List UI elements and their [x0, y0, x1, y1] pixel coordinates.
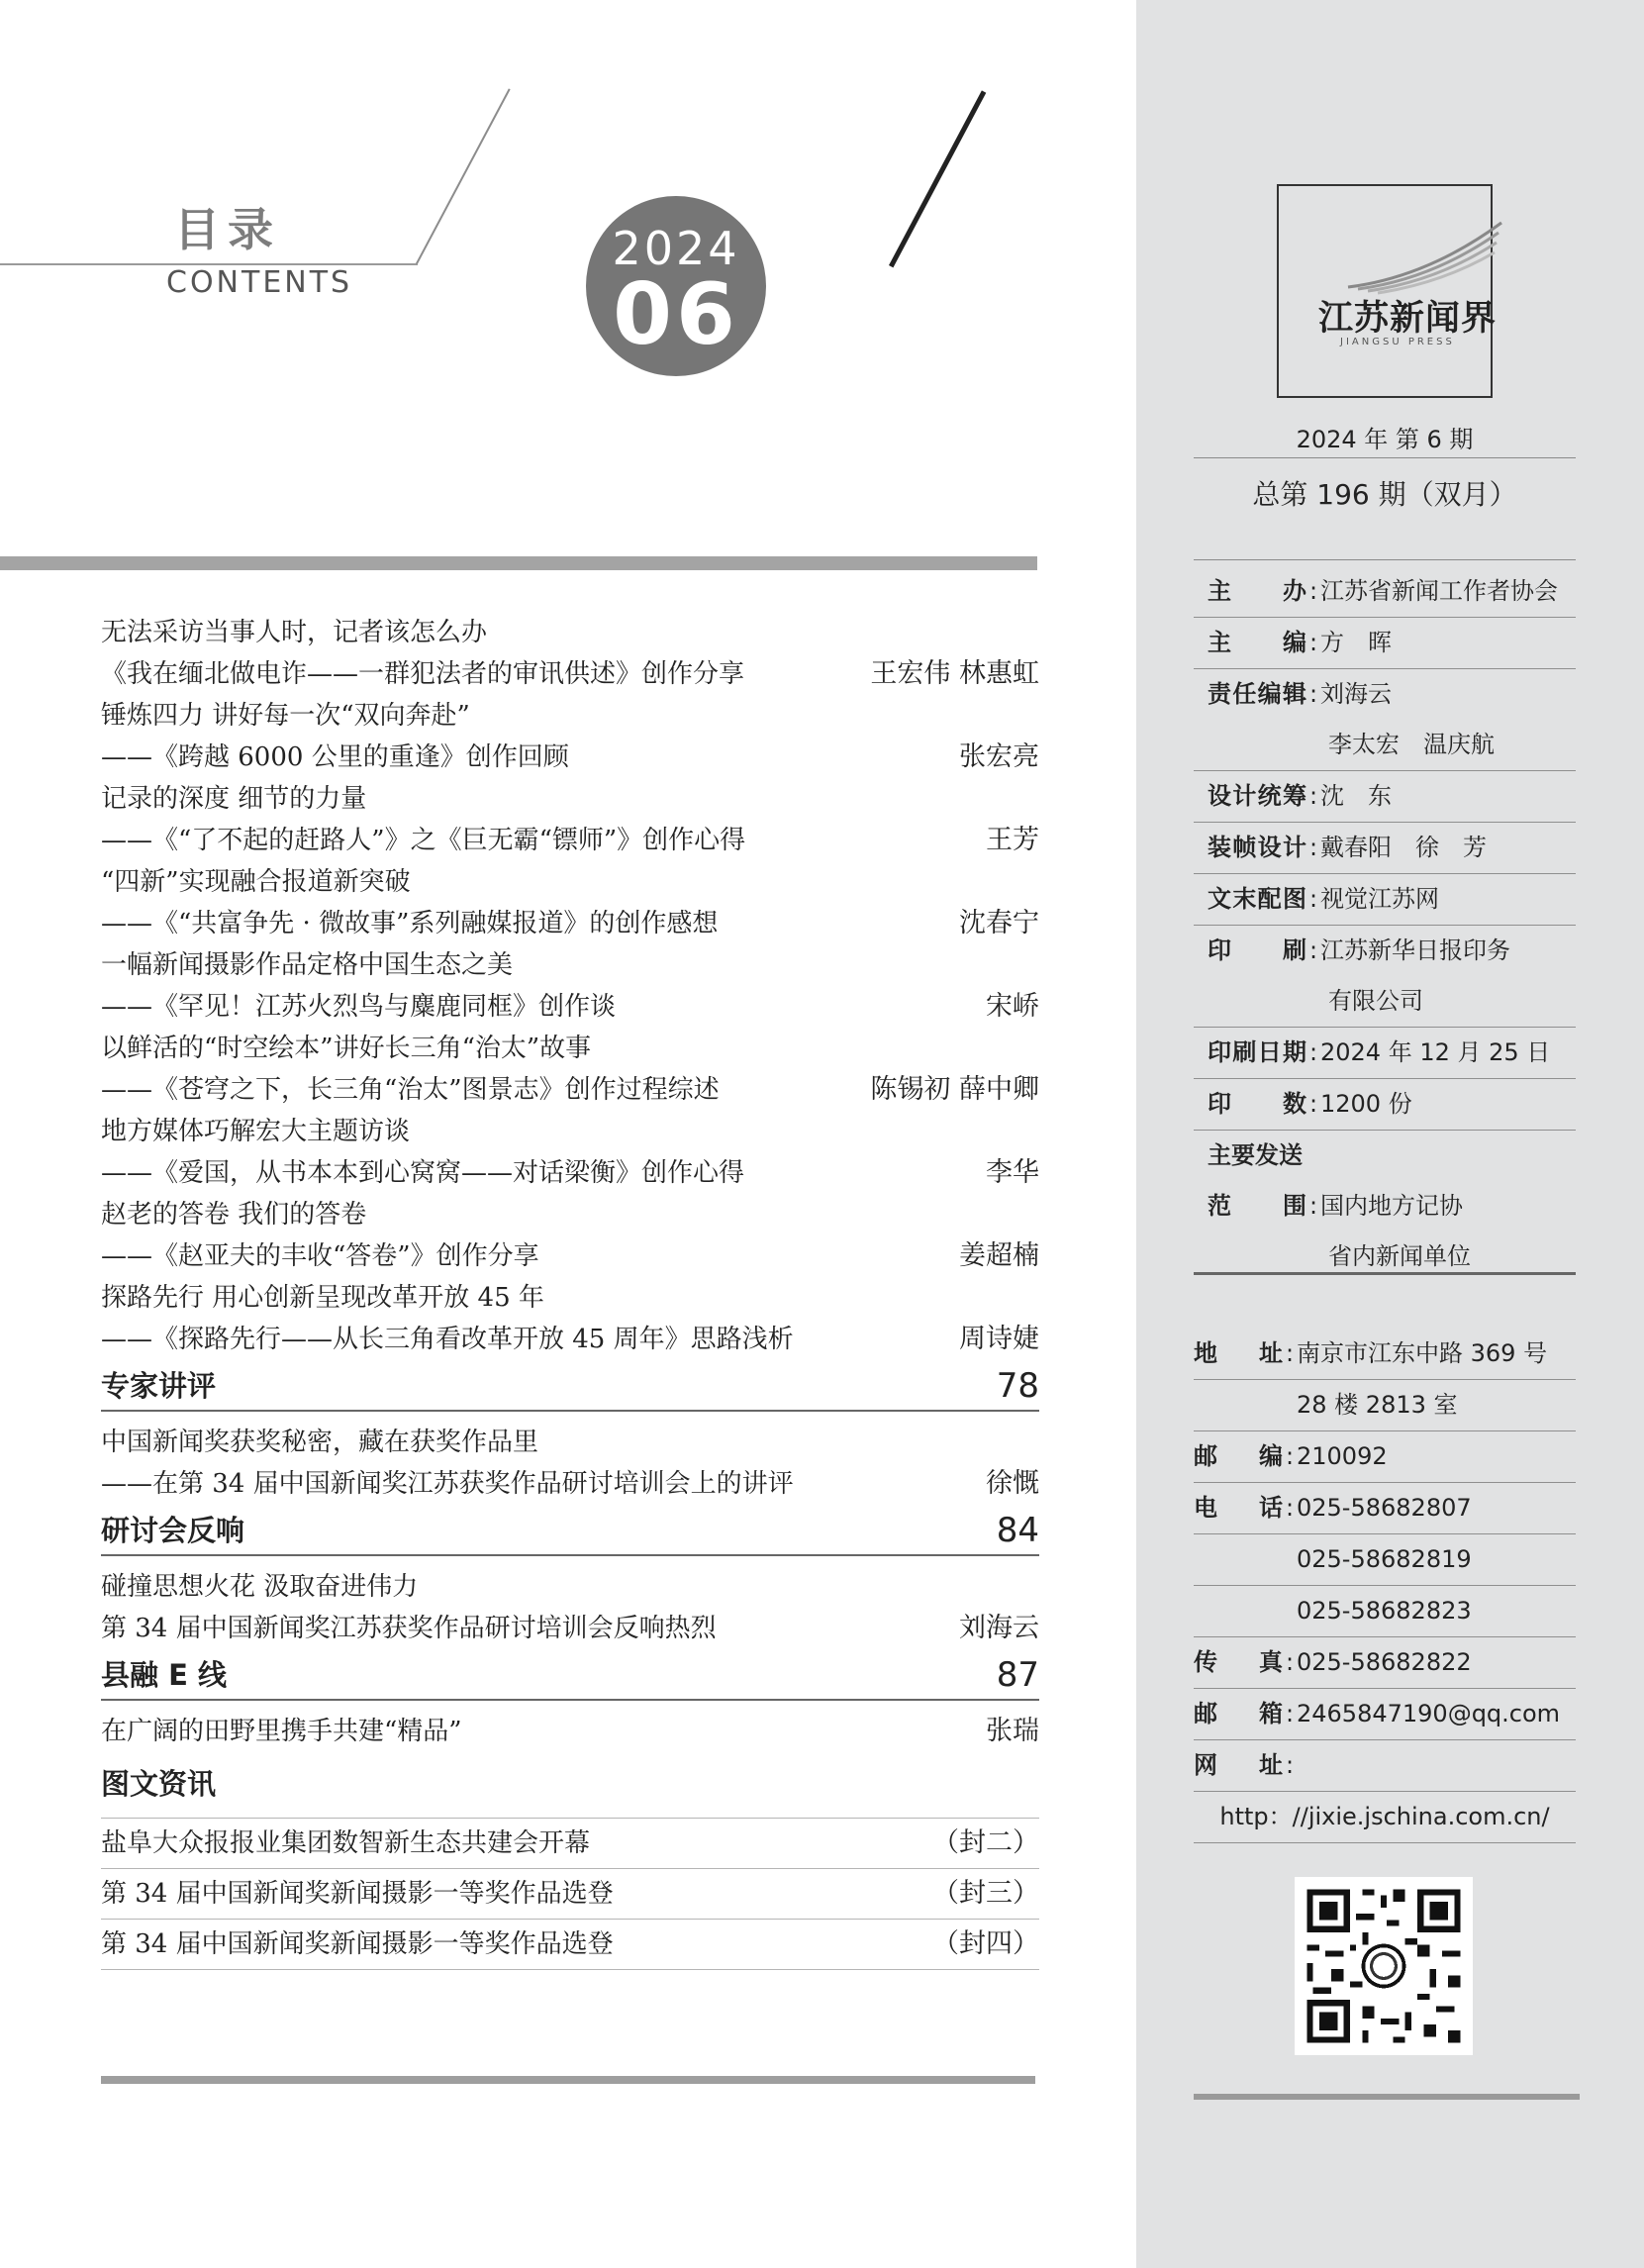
article-author: 姜超楠	[959, 1240, 1039, 1271]
article-author: 王芳	[986, 825, 1039, 855]
article-title: 锤炼四力 讲好每一次“双向奔赴”	[101, 701, 470, 731]
toc-article[interactable]	[101, 612, 1039, 695]
website-link[interactable]: http：//jixie.jschina.com.cn/	[1194, 1792, 1576, 1843]
header-diagonal-line	[416, 88, 511, 264]
section-heading	[101, 1651, 1039, 1701]
section-page: 78	[996, 1366, 1039, 1406]
article-author: 刘海云	[959, 1613, 1039, 1643]
photo-news-text: 第 34 届中国新闻奖新闻摄影一等奖作品选登	[101, 1879, 614, 1909]
editor-row: 主编 : 方 晖	[1194, 618, 1576, 669]
page-subtitle: CONTENTS	[166, 265, 353, 300]
issue-number: 06	[613, 265, 739, 364]
page-title: 目录	[174, 203, 281, 256]
contact-info	[1194, 1329, 1576, 1843]
section-page: 84	[996, 1511, 1039, 1550]
article-author: 陈锡初 薛中卿	[870, 1074, 1039, 1105]
article-title: 赵老的答卷 我们的答卷	[101, 1200, 367, 1230]
section-page: 87	[996, 1655, 1039, 1695]
section-heading	[101, 1362, 1039, 1412]
photo-news-item[interactable]	[101, 1818, 1039, 1869]
masthead-rule	[1194, 1272, 1576, 1275]
issue-year: 2024	[612, 222, 740, 275]
logo-wing-icon	[1338, 218, 1506, 297]
article-subtitle: ——《探路先行——从长三角看改革开放 45 周年》思路浅析	[101, 1325, 794, 1354]
address-row-2: 28 楼 2813 室	[1194, 1380, 1576, 1431]
photo-news-item[interactable]	[101, 1869, 1039, 1920]
article-subtitle: ——《跨越 6000 公里的重逢》创作回顾	[101, 742, 569, 772]
email-row: 邮箱 : 2465847190@qq.com	[1194, 1689, 1576, 1740]
design-row: 设计统筹 : 沈 东	[1194, 771, 1576, 823]
magazine-logo-subtext: JIANGSU PRESS	[1340, 337, 1455, 347]
issue-badge	[586, 196, 766, 376]
article-title: 记录的深度 细节的力量	[101, 784, 367, 814]
binding-row: 装帧设计 : 戴春阳 徐 芳	[1194, 823, 1576, 874]
article-title: “四新”实现融合报道新突破	[101, 867, 411, 897]
article-title: 碰撞思想火花 汲取奋进伟力	[101, 1572, 419, 1602]
photo-news-text: 第 34 届中国新闻奖新闻摄影一等奖作品选登	[101, 1929, 614, 1959]
section-heading	[101, 1507, 1039, 1556]
section-heading	[101, 1760, 1039, 1808]
toc-article[interactable]	[101, 695, 1039, 778]
issue-line: 2024 年 第 6 期	[1296, 426, 1474, 453]
photo-news-page: （封四）	[932, 1928, 1039, 1959]
article-author: 周诗婕	[959, 1324, 1039, 1354]
distribution-row-2: 省内新闻单位	[1328, 1242, 1471, 1270]
toc-top-bar	[0, 556, 1037, 570]
phone-row-2: 025-58682819	[1194, 1534, 1576, 1586]
address-row: 地址 : 南京市江东中路 369 号	[1194, 1329, 1576, 1380]
images-row: 文末配图 : 视觉江苏网	[1194, 874, 1576, 926]
phone-row-3: 025-58682823	[1194, 1586, 1576, 1637]
email-link[interactable]: 2465847190@qq.com	[1297, 1700, 1561, 1727]
masthead-rule	[1194, 559, 1576, 560]
copies-row: 印数 : 1200 份	[1194, 1079, 1576, 1131]
article-subtitle: ——《赵亚夫的丰收“答卷”》创作分享	[101, 1241, 539, 1271]
toc-article[interactable]	[101, 1711, 1039, 1752]
article-subtitle: ——《苍穹之下，长三角“治太”图景志》创作过程综述	[101, 1075, 720, 1105]
article-author: 李华	[986, 1157, 1039, 1188]
magazine-logo-text: 江苏新闻界	[1318, 299, 1498, 339]
toc-list	[101, 612, 1039, 1970]
distribution-row: 范围 : 国内地方记协	[1208, 1192, 1463, 1220]
phone-row: 电话 : 025-58682807	[1194, 1483, 1576, 1534]
masthead-info	[1194, 566, 1576, 1282]
resp-editor-row-2: 李太宏 温庆航	[1194, 720, 1576, 771]
toc-article[interactable]	[101, 1566, 1039, 1649]
article-subtitle: ——《“共富争先 · 微故事”系列融媒报道》的创作感想	[101, 909, 719, 938]
print-row-2: 有限公司	[1194, 976, 1576, 1028]
toc-article[interactable]	[101, 944, 1039, 1028]
toc-bottom-bar	[101, 2076, 1035, 2084]
photo-news-page: （封三）	[932, 1878, 1039, 1909]
article-subtitle: 《我在缅北做电诈——一群犯法者的审讯供述》创作分享	[101, 659, 745, 689]
article-author: 张瑞	[986, 1716, 1039, 1746]
article-title: 一幅新闻摄影作品定格中国生态之美	[101, 950, 514, 980]
article-subtitle: ——《罕见！江苏火烈鸟与麋鹿同框》创作谈	[101, 992, 617, 1022]
article-title: 以鲜活的“时空绘本”讲好长三角“治太”故事	[101, 1034, 592, 1063]
photo-news-page: （封二）	[932, 1827, 1039, 1858]
qr-code-icon[interactable]	[1295, 1877, 1473, 2055]
toc-article[interactable]	[101, 1277, 1039, 1360]
total-issue: 总第 196 期（双月）	[1252, 478, 1517, 511]
article-author: 徐慨	[986, 1468, 1039, 1499]
section-title: 县融 E 线	[101, 1658, 228, 1692]
print-row: 印刷 : 江苏新华日报印务	[1208, 937, 1510, 964]
article-author: 张宏亮	[959, 741, 1039, 772]
article-subtitle: ——《“了不起的赶路人”》之《巨无霸“镖师”》创作心得	[101, 826, 746, 855]
article-author: 沈春宁	[959, 908, 1039, 938]
article-subtitle: ——在第 34 届中国新闻奖江苏获奖作品研讨培训会上的讲评	[101, 1469, 794, 1499]
toc-article[interactable]	[101, 1422, 1039, 1505]
toc-article[interactable]	[101, 1111, 1039, 1194]
toc-article[interactable]	[101, 1194, 1039, 1277]
masthead-bottom-bar	[1194, 2094, 1580, 2100]
resp-editor-row: 责任编辑 : 刘海云	[1208, 680, 1392, 708]
header-slash-line	[889, 90, 986, 267]
article-author: 王宏伟 林惠虹	[870, 658, 1039, 689]
article-subtitle: ——《爱国，从书本本到心窝窝——对话梁衡》创作心得	[101, 1158, 745, 1188]
article-title: 探路先行 用心创新呈现改革开放 45 年	[101, 1283, 544, 1313]
section-title: 图文资讯	[101, 1767, 217, 1801]
article-title: 地方媒体巧解宏大主题访谈	[101, 1117, 411, 1146]
section-title: 专家讲评	[101, 1369, 217, 1403]
sponsor-row: 主办 : 江苏省新闻工作者协会	[1194, 566, 1576, 618]
masthead-rule	[1194, 457, 1576, 458]
article-title: 无法采访当事人时，记者该怎么办	[101, 618, 488, 647]
photo-news-text: 盐阜大众报报业集团数智新生态共建会开幕	[101, 1828, 591, 1858]
distribution-label-row: 主要发送	[1208, 1141, 1303, 1169]
print-date-row: 印刷日期 : 2024 年 12 月 25 日	[1194, 1028, 1576, 1079]
article-title: 中国新闻奖获奖秘密，藏在获奖作品里	[101, 1428, 539, 1457]
section-title: 研讨会反响	[101, 1514, 245, 1547]
article-author: 宋峤	[986, 991, 1039, 1022]
website-label-row: 网址 :	[1194, 1740, 1576, 1792]
toc-article[interactable]	[101, 778, 1039, 861]
fax-row: 传真 : 025-58682822	[1194, 1637, 1576, 1689]
article-subtitle: 第 34 届中国新闻奖江苏获奖作品研讨培训会反响热烈	[101, 1614, 717, 1643]
toc-article[interactable]	[101, 1028, 1039, 1111]
photo-news-item[interactable]	[101, 1920, 1039, 1970]
postcode-row: 邮编 : 210092	[1194, 1431, 1576, 1483]
article-title: 在广阔的田野里携手共建“精品”	[101, 1717, 462, 1746]
toc-article[interactable]	[101, 861, 1039, 944]
